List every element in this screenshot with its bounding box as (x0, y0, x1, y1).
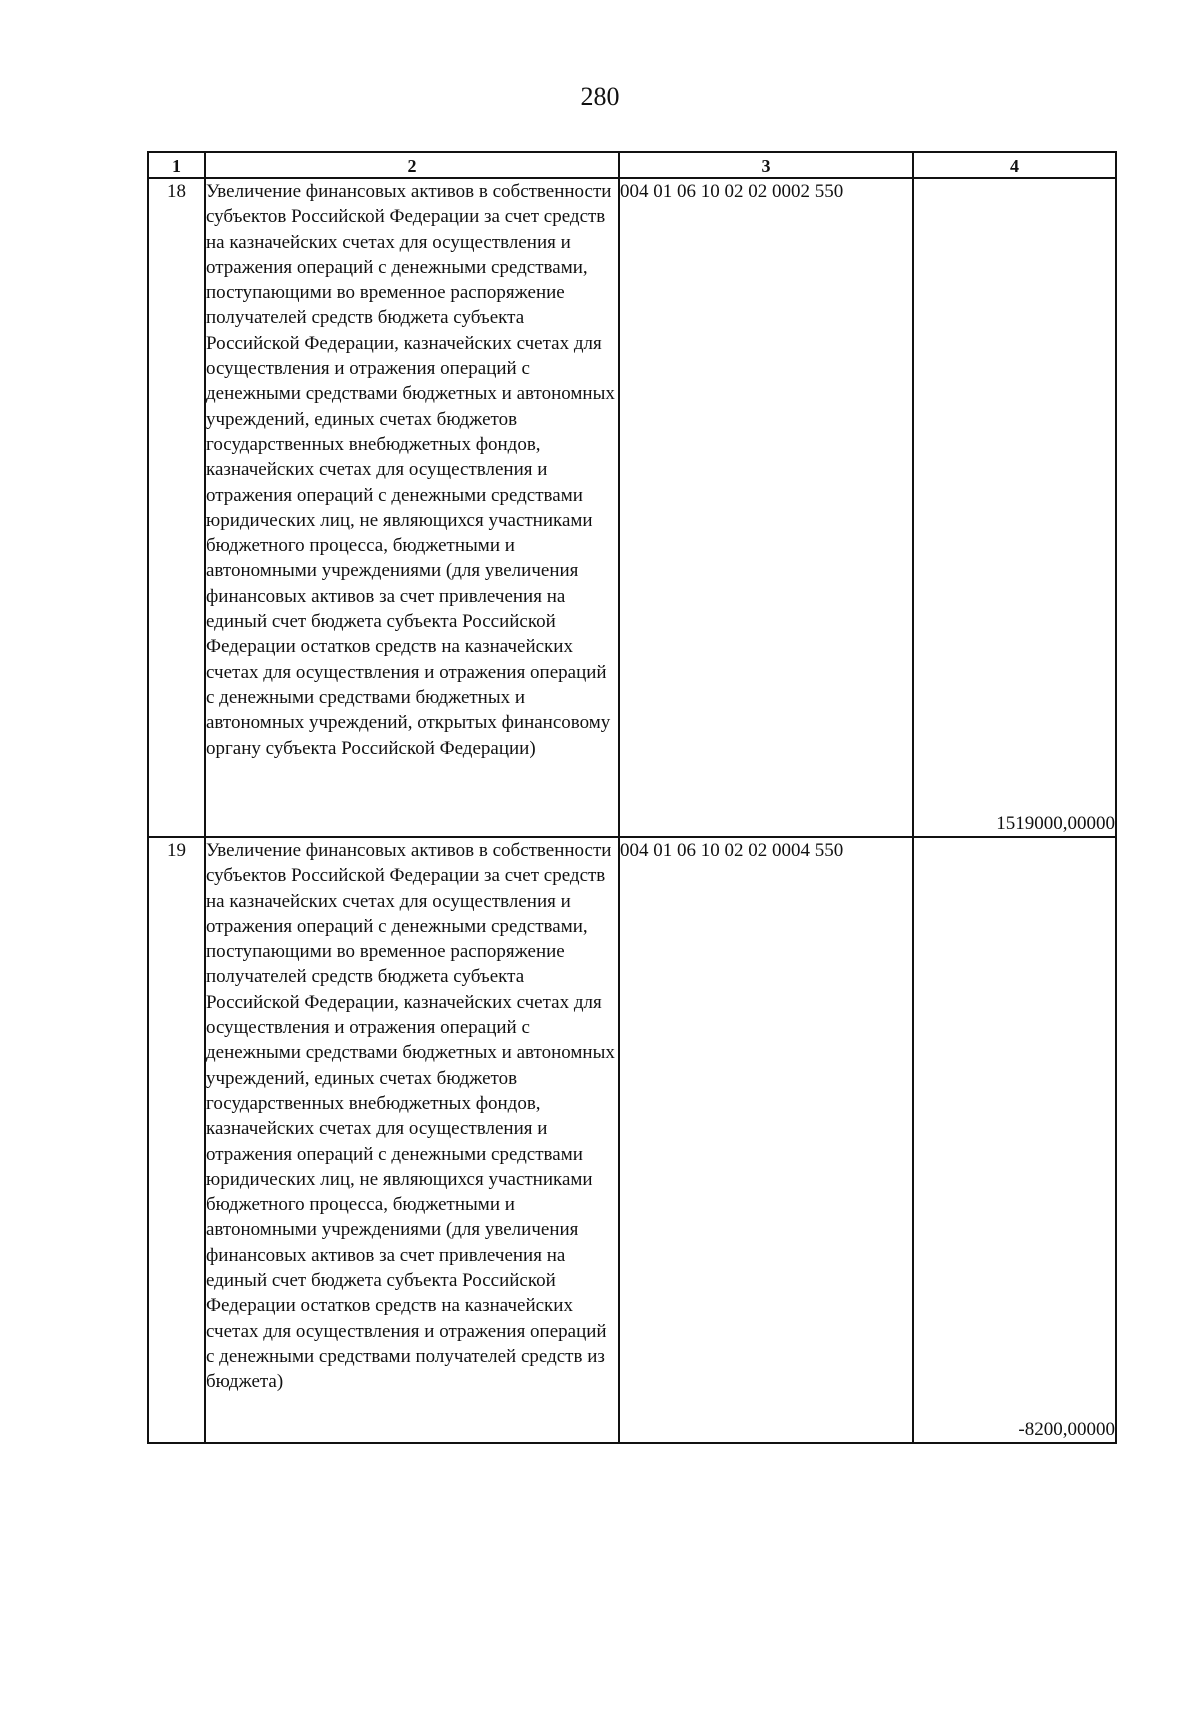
budget-classification-code: 004 01 06 10 02 02 0004 550 (619, 837, 913, 1443)
header-col-3: 3 (619, 152, 913, 178)
header-col-1: 1 (148, 152, 205, 178)
row-number: 18 (148, 178, 205, 837)
table-header (148, 152, 1116, 178)
page-number: 280 (580, 82, 620, 111)
table-body (148, 178, 1116, 1443)
row-amount: -8200,00000 (913, 837, 1116, 1443)
row-description: Увеличение финансовых активов в собственности субъектов Российской Федерации за счет средств на казначейских счетах для осуществления и отражения операций с денежными средствами, поступающими во временное распоряжение получателей средств бюджета субъекта Российской Федерации, казначейских счетах для осуществления и отражения операций с денежными средствами бюджетных и автономных учреждений, единых счетах бюджетов государственных внебюджетных фондов, казначейских счетах для осуществления и отражения операций с денежными средствами юридических лиц, не являющихся участниками бюджетного процесса, бюджетными и автономными учреждениями (для увеличения финансовых активов за счет привлечения на единый счет бюджета субъекта Российской Федерации остатков средств на казначейских счетах для осуществления и отражения операций с денежными средствами получателей средств из бюджета) (205, 837, 619, 1443)
budget-sources-table (147, 151, 1117, 1444)
header-col-2: 2 (205, 152, 619, 178)
table-row (148, 178, 1116, 837)
header-col-4: 4 (913, 152, 1116, 178)
budget-classification-code: 004 01 06 10 02 02 0002 550 (619, 178, 913, 837)
row-amount: 1519000,00000 (913, 178, 1116, 837)
row-description: Увеличение финансовых активов в собственности субъектов Российской Федерации за счет средств на казначейских счетах для осуществления и отражения операций с денежными средствами, поступающими во временное распоряжение получателей средств бюджета субъекта Российской Федерации, казначейских счетах для осуществления и отражения операций с денежными средствами бюджетных и автономных учреждений, единых счетах бюджетов государственных внебюджетных фондов, казначейских счетах для осуществления и отражения операций с денежными средствами юридических лиц, не являющихся участниками бюджетного процесса, бюджетными и автономными учреждениями (для увеличения финансовых активов за счет привлечения на единый счет бюджета субъекта Российской Федерации остатков средств на казначейских счетах для осуществления и отражения операций с денежными средствами бюджетных и автономных учреждений, открытых финансовому органу субъекта Российской Федерации) (205, 178, 619, 837)
table-row (148, 837, 1116, 1443)
row-number: 19 (148, 837, 205, 1443)
header-row (148, 152, 1116, 178)
